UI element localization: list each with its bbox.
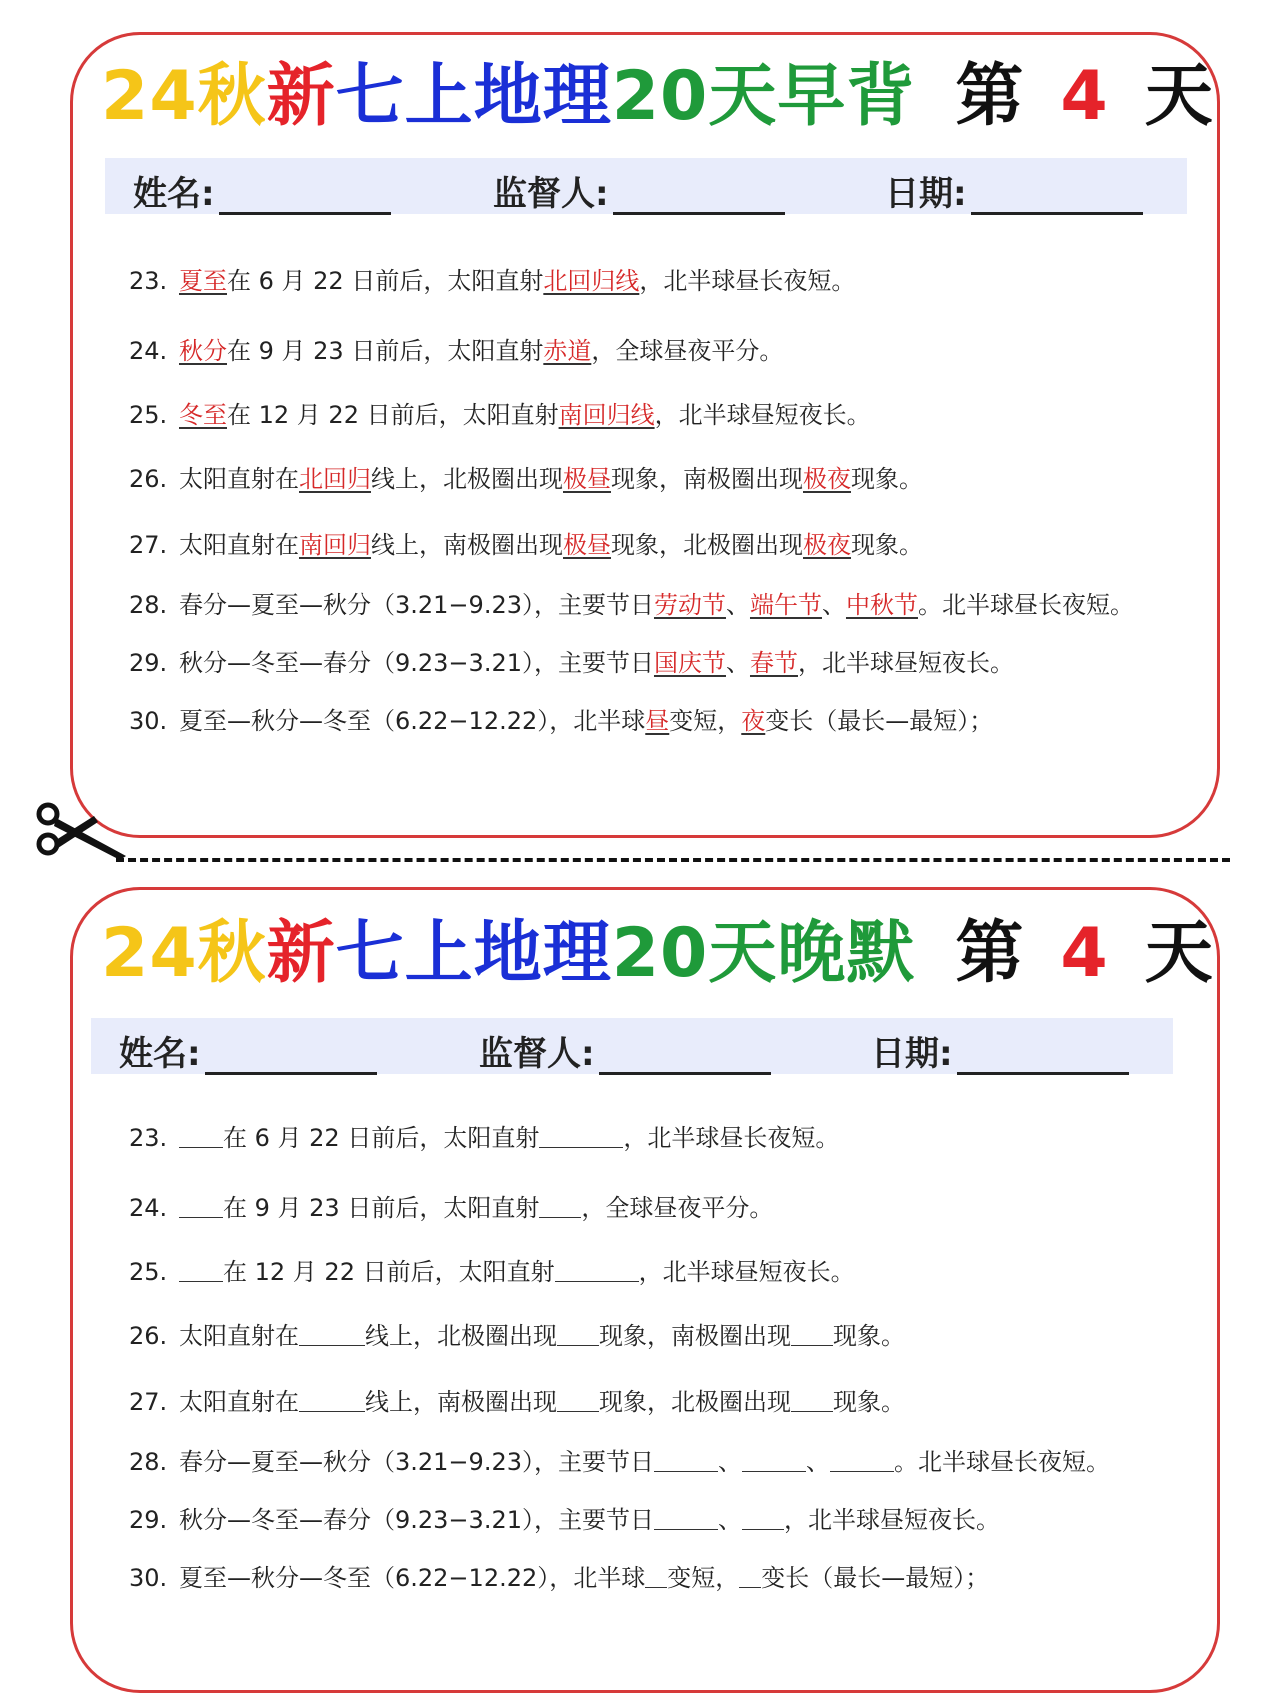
item-text: ，北半球昼短夜长。 — [797, 649, 1014, 677]
supervisor-field[interactable] — [493, 166, 785, 215]
item-number: 27. — [129, 531, 168, 559]
supervisor-field[interactable] — [479, 1026, 771, 1075]
name-field[interactable] — [133, 166, 391, 215]
item-text: ，北半球昼长夜短。 — [623, 1124, 840, 1152]
list-item — [129, 643, 1014, 678]
list-item — [129, 1252, 855, 1287]
list-item — [129, 1382, 905, 1417]
answer-text: 夜 — [741, 707, 766, 735]
answer-text: 冬至 — [179, 401, 227, 429]
answer-text: 夏至 — [179, 267, 227, 295]
answer-text: 中秋节 — [845, 591, 918, 619]
item-text: 秋分—冬至—春分（9.23−3.21），主要节日 — [179, 1506, 654, 1534]
answer-blank[interactable] — [555, 1259, 639, 1282]
item-text: 春分—夏至—秋分（3.21−9.23），主要节日 — [179, 1448, 654, 1476]
item-text: 在 12 月 22 日前后，太阳直射 — [223, 1258, 555, 1286]
item-text: 现象，北极圈出现 — [599, 1388, 791, 1416]
title-part: 秋 — [197, 914, 267, 993]
item-text: 、 — [725, 591, 750, 619]
title-part: 地理 — [473, 914, 612, 993]
day-number: 4 — [1060, 57, 1109, 136]
item-text: 现象，南极圈出现 — [611, 465, 803, 493]
answer-text: 春节 — [749, 649, 798, 677]
list-item — [129, 525, 923, 560]
name-field[interactable] — [119, 1026, 377, 1075]
answer-blank[interactable] — [299, 1323, 365, 1346]
item-number: 29. — [129, 649, 168, 677]
item-number: 30. — [129, 707, 168, 735]
name-label: 姓名: — [133, 174, 215, 214]
item-text: 现象，北极圈出现 — [611, 531, 803, 559]
name-label: 姓名: — [119, 1034, 201, 1074]
list-item — [129, 331, 783, 366]
date-field[interactable] — [871, 1026, 1129, 1075]
item-text: 线上，北极圈出现 — [365, 1322, 557, 1350]
title-part: 天 — [1144, 914, 1214, 993]
item-text: ，北半球昼短夜长。 — [638, 1258, 855, 1286]
item-text: 太阳直射在 — [179, 531, 299, 559]
name-line[interactable] — [219, 182, 391, 215]
title-part: 新 — [266, 57, 336, 136]
answer-blank[interactable] — [645, 1565, 667, 1588]
title-part: 24 — [101, 914, 198, 993]
title-part: 七上 — [335, 914, 474, 993]
answer-blank[interactable] — [654, 1449, 718, 1472]
list-item — [129, 1316, 905, 1351]
item-number: 29. — [129, 1506, 168, 1534]
title-part: 秋 — [197, 57, 267, 136]
item-number: 23. — [129, 1124, 168, 1152]
answer-blank[interactable] — [791, 1323, 833, 1346]
answer-blank[interactable] — [791, 1389, 833, 1412]
title-part: 第 — [955, 57, 1025, 136]
card-title — [101, 914, 1214, 993]
scissors-icon — [34, 796, 134, 866]
item-text: 、 — [717, 1448, 742, 1476]
item-text: 、 — [805, 1448, 830, 1476]
answer-text: 极昼 — [563, 465, 611, 493]
item-text: 在 6 月 22 日前后，太阳直射 — [227, 267, 544, 295]
morning-recite-card — [70, 32, 1220, 838]
title-part: 天 — [1144, 57, 1214, 136]
item-text: 夏至—秋分—冬至（6.22−12.22），北半球 — [179, 1564, 646, 1592]
answer-text: 南回归线 — [558, 401, 655, 429]
answer-text: 国庆节 — [653, 649, 726, 677]
answer-blank[interactable] — [739, 1565, 761, 1588]
item-text: 夏至—秋分—冬至（6.22−12.22），北半球 — [179, 707, 646, 735]
answer-blank[interactable] — [557, 1389, 599, 1412]
item-number: 24. — [129, 337, 168, 365]
item-text: 在 9 月 23 日前后，太阳直射 — [223, 1194, 540, 1222]
item-text: 太阳直射在 — [179, 1388, 299, 1416]
title-part: 24 — [101, 57, 198, 136]
supervisor-line[interactable] — [599, 1042, 771, 1075]
date-label: 日期: — [871, 1034, 953, 1074]
list-item — [129, 701, 993, 736]
item-text: 。北半球昼长夜短。 — [917, 591, 1134, 619]
answer-blank[interactable] — [299, 1389, 365, 1412]
item-number: 25. — [129, 1258, 168, 1286]
item-text: 太阳直射在 — [179, 465, 299, 493]
title-part: 天早背 — [708, 57, 916, 136]
name-line[interactable] — [205, 1042, 377, 1075]
item-text: 在 9 月 23 日前后，太阳直射 — [227, 337, 544, 365]
item-text: 变长（最长—最短）； — [761, 1564, 990, 1592]
list-item — [129, 1118, 839, 1153]
title-part: 20 — [611, 914, 709, 993]
day-number: 4 — [1060, 914, 1109, 993]
date-label: 日期: — [885, 174, 967, 214]
list-item — [129, 1442, 1110, 1477]
answer-text: 极夜 — [803, 465, 851, 493]
item-text: 变长（最长—最短）； — [765, 707, 994, 735]
answer-blank[interactable] — [557, 1323, 599, 1346]
item-number: 30. — [129, 1564, 168, 1592]
item-text: 变短， — [667, 1564, 740, 1592]
item-text: ，全球昼夜平分。 — [581, 1194, 774, 1222]
item-text: 在 12 月 22 日前后，太阳直射 — [227, 401, 559, 429]
card-title — [101, 57, 1214, 136]
list-item — [129, 1500, 1000, 1535]
item-text: ，北半球昼长夜短。 — [639, 267, 856, 295]
item-text: ，北半球昼短夜长。 — [654, 401, 871, 429]
answer-text: 极夜 — [803, 531, 851, 559]
answer-text: 赤道 — [543, 337, 592, 365]
answer-blank[interactable] — [830, 1449, 894, 1472]
answer-blank[interactable] — [539, 1125, 623, 1148]
answer-text: 昼 — [645, 707, 670, 735]
answer-blank[interactable] — [179, 1259, 223, 1282]
item-text: 线上，北极圈出现 — [371, 465, 563, 493]
item-text: 、 — [821, 591, 846, 619]
item-text: 。北半球昼长夜短。 — [893, 1448, 1110, 1476]
item-text: ，全球昼夜平分。 — [591, 337, 784, 365]
item-text: 现象。 — [833, 1322, 905, 1350]
answer-text: 北回归线 — [543, 267, 640, 295]
item-text: 线上，南极圈出现 — [365, 1388, 557, 1416]
item-text: 现象，南极圈出现 — [599, 1322, 791, 1350]
item-number: 23. — [129, 267, 168, 295]
title-part: 第 — [955, 914, 1025, 993]
info-bar — [105, 158, 1187, 214]
cut-line — [116, 858, 1230, 862]
answer-text: 北回归 — [299, 465, 371, 493]
list-item — [129, 585, 1134, 620]
item-text: 现象。 — [851, 465, 923, 493]
item-number: 27. — [129, 1388, 168, 1416]
answer-text: 秋分 — [179, 337, 227, 365]
answer-blank[interactable] — [742, 1507, 784, 1530]
list-item — [129, 395, 871, 430]
list-item — [129, 261, 855, 296]
item-number: 24. — [129, 1194, 168, 1222]
item-number: 28. — [129, 591, 168, 619]
list-item — [129, 1188, 773, 1223]
item-text: 、 — [725, 649, 750, 677]
answer-blank[interactable] — [539, 1195, 581, 1218]
title-part: 七上 — [335, 57, 474, 136]
answer-blank[interactable] — [179, 1125, 223, 1148]
item-number: 25. — [129, 401, 168, 429]
title-part: 20 — [611, 57, 709, 136]
date-line[interactable] — [971, 182, 1143, 215]
evening-dictation-card — [70, 887, 1220, 1693]
answer-blank[interactable] — [654, 1507, 718, 1530]
list-item — [129, 1558, 989, 1593]
item-number: 28. — [129, 1448, 168, 1476]
item-number: 26. — [129, 465, 168, 493]
item-text: 线上，南极圈出现 — [371, 531, 563, 559]
supervisor-label: 监督人: — [493, 174, 609, 214]
item-text: 变短， — [669, 707, 742, 735]
item-number: 26. — [129, 1322, 168, 1350]
title-part: 新 — [266, 914, 336, 993]
title-part: 地理 — [473, 57, 612, 136]
item-text: 春分—夏至—秋分（3.21−9.23），主要节日 — [179, 591, 654, 619]
item-text: 秋分—冬至—春分（9.23−3.21），主要节日 — [179, 649, 654, 677]
info-bar — [91, 1018, 1173, 1074]
supervisor-label: 监督人: — [479, 1034, 595, 1074]
item-text: 、 — [717, 1506, 742, 1534]
date-field[interactable] — [885, 166, 1143, 215]
date-line[interactable] — [957, 1042, 1129, 1075]
item-text: 在 6 月 22 日前后，太阳直射 — [223, 1124, 540, 1152]
title-part: 天晚默 — [708, 914, 916, 993]
answer-text: 极昼 — [563, 531, 611, 559]
answer-text: 南回归 — [299, 531, 371, 559]
supervisor-line[interactable] — [613, 182, 785, 215]
answer-blank[interactable] — [179, 1195, 223, 1218]
answer-text: 端午节 — [749, 591, 822, 619]
item-text: ，北半球昼短夜长。 — [783, 1506, 1000, 1534]
item-text: 太阳直射在 — [179, 1322, 299, 1350]
list-item — [129, 459, 923, 494]
answer-blank[interactable] — [742, 1449, 806, 1472]
answer-text: 劳动节 — [653, 591, 726, 619]
item-text: 现象。 — [833, 1388, 905, 1416]
item-text: 现象。 — [851, 531, 923, 559]
